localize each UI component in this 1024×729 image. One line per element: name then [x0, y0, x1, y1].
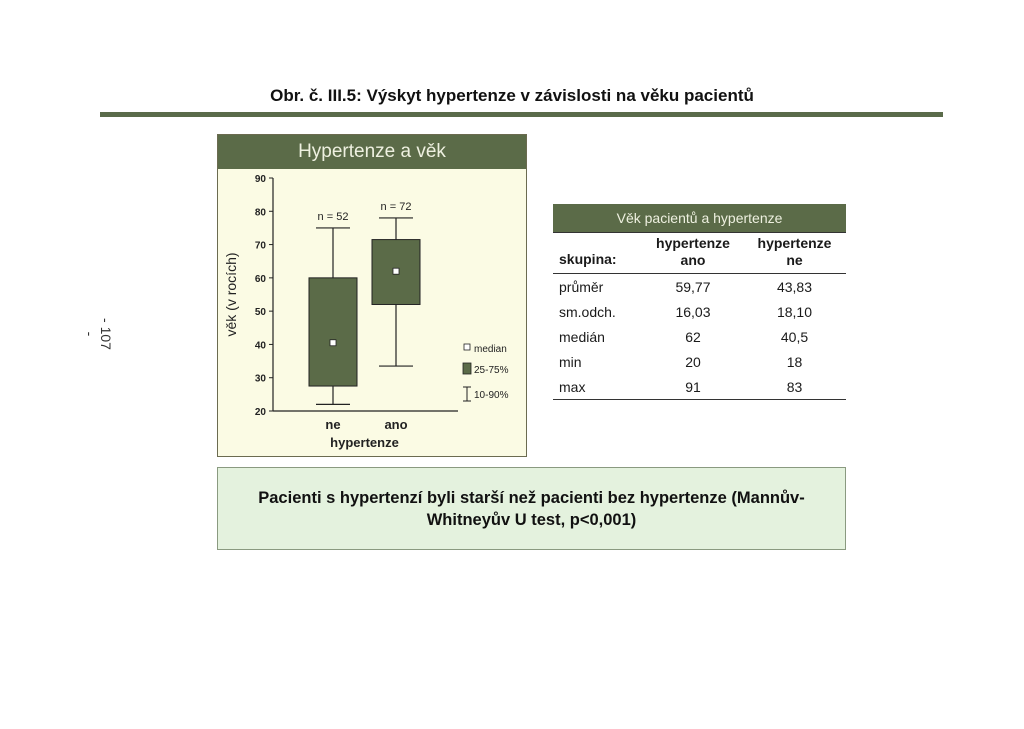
x-axis-label: hypertenze: [330, 435, 399, 450]
stats-row: [553, 374, 846, 400]
legend-box-label: 25-75%: [474, 365, 509, 376]
group-label: skupina:: [559, 251, 617, 267]
value-ano: 59,77: [675, 278, 711, 295]
y-tick-label: 40: [254, 340, 266, 352]
value-ne: 83: [786, 378, 803, 395]
y-tick-label: 30: [254, 373, 266, 385]
box-plot-chart: [218, 135, 526, 456]
row-label: průměr: [559, 278, 604, 295]
conclusion-box: [217, 467, 846, 550]
y-tick-label: 80: [254, 207, 266, 219]
value-ano: 20: [685, 353, 701, 370]
stats-row: [553, 274, 846, 299]
value-ano: 62: [685, 328, 701, 345]
box-plot-panel: [217, 134, 527, 457]
col-header-ne: [743, 235, 846, 273]
value-ne: 18,10: [776, 303, 813, 320]
y-tick-label: 50: [254, 307, 266, 319]
chart-title: Hypertenze a věk: [218, 135, 526, 169]
value-ne: 43,83: [776, 278, 813, 295]
figure-caption: Obr. č. III.5: Výskyt hypertenze v závislosti na věku pacientů: [270, 86, 754, 105]
median-marker: [330, 340, 336, 346]
y-tick-label: 60: [254, 273, 266, 285]
stats-column-headers: [553, 232, 846, 274]
col-header-ano-line1: hypertenze: [656, 235, 730, 251]
y-axis-label: věk (v rocích): [223, 252, 239, 337]
legend-median-swatch: [464, 344, 470, 350]
n-label: n = 72: [380, 200, 412, 213]
conclusion-text: Pacienti s hypertenzí byli starší než pacienti bez hypertenze (Mannův-Whitneyův U test, p<0,001): [258, 488, 805, 529]
stats-table-body: [553, 274, 846, 400]
legend-median-label: median: [474, 344, 507, 355]
y-tick-label: 20: [254, 407, 266, 418]
col-header-ano: [643, 235, 743, 273]
value-ano: 91: [685, 378, 701, 395]
stats-row: [553, 324, 846, 349]
row-label: max: [559, 378, 586, 395]
stats-table-title: Věk pacientů a hypertenze: [553, 204, 846, 232]
row-label: sm.odch.: [559, 303, 616, 320]
stats-row: [553, 349, 846, 374]
col-header-ano-line2: ano: [680, 252, 706, 268]
value-ano: 16,03: [675, 303, 711, 320]
value-ne: 18: [786, 353, 803, 370]
value-ne: 40,5: [780, 328, 809, 345]
y-tick-label: 90: [254, 174, 266, 185]
col-header-ne-line1: hypertenze: [757, 235, 832, 251]
y-tick-label: 70: [254, 240, 266, 252]
col-header-ne-line2: ne: [786, 252, 803, 268]
x-category-label: ne: [325, 417, 341, 432]
x-category-label: ano: [384, 417, 408, 432]
page-number: - 107 -: [82, 318, 114, 350]
median-marker: [393, 268, 399, 274]
caption-rule: [100, 112, 943, 117]
n-label: n = 52: [317, 210, 349, 223]
legend-box-swatch: [463, 363, 471, 374]
stats-row: [553, 299, 846, 324]
legend-whisker-label: 10-90%: [474, 390, 509, 401]
box-iqr: [309, 278, 357, 386]
row-label: min: [559, 353, 582, 370]
row-label: medián: [559, 328, 605, 345]
stats-table: [553, 204, 846, 400]
